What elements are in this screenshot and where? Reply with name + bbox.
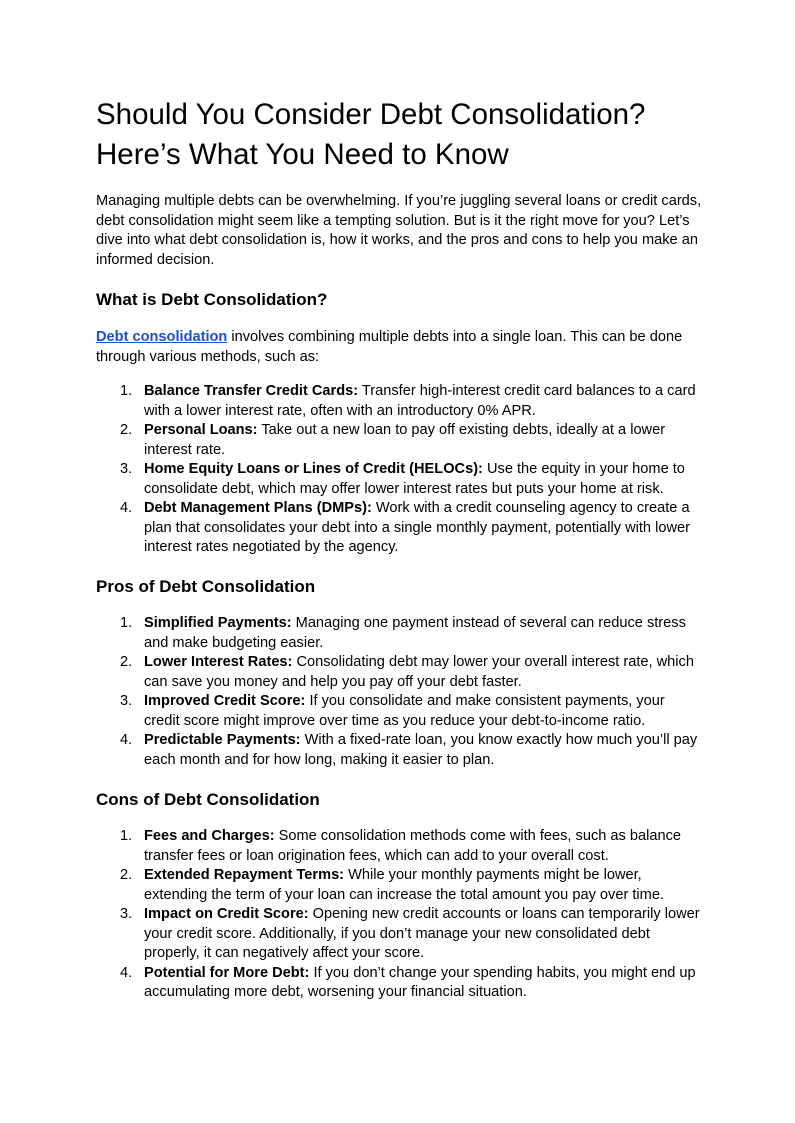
page-title: Should You Consider Debt Consolidation? Here’s What You Need to Know — [96, 98, 646, 171]
item-label: Predictable Payments: — [144, 732, 301, 748]
section-heading-pros — [96, 576, 315, 598]
list-number: 2. — [120, 867, 133, 883]
item-text: With a fixed-rate loan, you know exactly how much you’ll pay each month and for how long, making it easier to plan. — [144, 732, 698, 768]
list-number: 4. — [120, 500, 133, 516]
methods-list — [96, 382, 702, 558]
list-item — [96, 460, 702, 499]
definition-paragraph — [96, 328, 702, 367]
pros-list — [96, 614, 702, 770]
list-item — [96, 653, 702, 692]
intro-paragraph: Managing multiple debts can be overwhelming. If you’re juggling several loans or credit cards, debt consolidation might seem like a tempting solution. But is it the right move for you? Let’s dive into what debt consolidation is, how it works, and the pros and cons to help you make an informed decision. — [96, 193, 702, 268]
list-item — [96, 905, 702, 964]
item-text: Managing one payment instead of several can reduce stress and make budgeting easier. — [144, 615, 686, 651]
cons-heading-text: Cons of Debt Consolidation — [96, 790, 320, 809]
pros-heading-text: Pros of Debt Consolidation — [96, 577, 316, 596]
list-number: 1. — [120, 383, 133, 399]
item-text: Take out a new loan to pay off existing debts, ideally at a lower interest rate. — [144, 422, 666, 458]
list-item — [96, 382, 702, 421]
item-text: If you don’t change your spending habits, you might end up accumulating more debt, worsening your financial situation. — [144, 964, 696, 1000]
item-text: Consolidating debt may lower your overall interest rate, which can save you money and help you pay off your debt faster. — [144, 654, 694, 690]
list-number: 3. — [120, 461, 133, 477]
item-label: Fees and Charges: — [144, 828, 275, 844]
cons-list — [96, 827, 702, 1003]
item-label: Extended Repayment Terms: — [144, 867, 345, 883]
item-label: Simplified Payments: — [144, 615, 292, 631]
list-number: 3. — [120, 693, 133, 709]
item-text: Opening new credit accounts or loans can temporarily lower your credit score. Additionally, if you don’t manage your new consolidated debt properly, it can negatively affect your score. — [144, 906, 700, 961]
item-label: Balance Transfer Credit Cards: — [144, 383, 359, 399]
list-item — [96, 692, 702, 731]
list-item — [96, 827, 702, 866]
list-item — [96, 614, 702, 653]
definition-text: involves combining multiple debts into a single loan. This can be done through various methods, such as: — [96, 329, 683, 365]
item-label: Lower Interest Rates: — [144, 654, 293, 670]
list-number: 2. — [120, 654, 133, 670]
list-item — [96, 731, 702, 770]
item-text: If you consolidate and make consistent payments, your credit score might improve over time as you reduce your debt-to-income ratio. — [144, 693, 665, 729]
list-item — [96, 866, 702, 905]
item-label: Debt Management Plans (DMPs): — [144, 500, 372, 516]
item-label: Potential for More Debt: — [144, 964, 310, 981]
list-item — [96, 421, 702, 460]
item-text: Work with a credit counseling agency to create a plan that consolidates your debt into a single monthly payment, potentially with lower interest rates negotiated by the agency. — [144, 500, 690, 555]
item-label: Personal Loans: — [144, 422, 258, 438]
item-label: Improved Credit Score: — [144, 693, 306, 709]
item-text: While your monthly payments might be lower, extending the term of your loan can increase the total amount you pay over time. — [144, 867, 664, 903]
list-number: 1. — [120, 828, 133, 844]
list-item — [96, 964, 702, 1003]
list-item — [96, 499, 702, 558]
item-label: Impact on Credit Score: — [144, 906, 309, 922]
section-heading-what: What is Debt Consolidation? — [96, 290, 328, 309]
list-number: 4. — [120, 964, 133, 981]
list-number: 1. — [120, 615, 133, 631]
item-label: Home Equity Loans or Lines of Credit (HELOCs): — [144, 461, 483, 477]
list-number: 2. — [120, 422, 133, 438]
section-heading-cons — [96, 789, 320, 811]
list-number: 4. — [120, 732, 133, 748]
item-text: Some consolidation methods come with fees, such as balance transfer fees or loan origination fees, which can add to your overall cost. — [144, 828, 681, 864]
debt-consolidation-link[interactable]: Debt consolidation — [96, 329, 228, 345]
item-text: Transfer high-interest credit card balances to a card with a lower interest rate, often with an introductory 0% APR. — [144, 383, 696, 419]
list-number: 3. — [120, 906, 133, 922]
item-text: Use the equity in your home to consolidate debt, which may offer lower interest rates but puts your home at risk. — [144, 461, 685, 497]
